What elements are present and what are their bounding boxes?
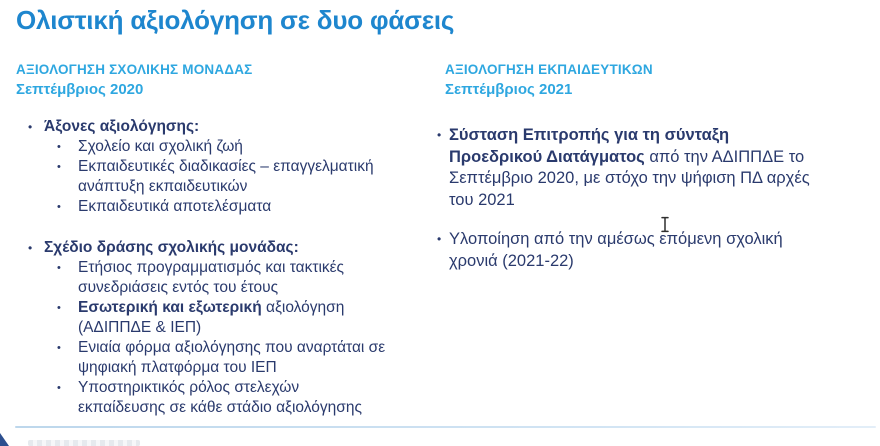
- sub-bullet: [16, 197, 412, 217]
- sub-bullet-text: Ετήσιος προγραμματισμός και τακτικές συνεδριάσεις εντός του έτους: [78, 259, 345, 296]
- left-section-date: Σεπτέμβριος 2020: [16, 81, 144, 98]
- bullet-lead-text: Άξονες αξιολόγησης:: [44, 118, 200, 135]
- sub-bullet-text: Εκπαιδευτικές διαδικασίες – επαγγελματική ανάπτυξη εκπαιδευτικών: [78, 158, 374, 195]
- bullet-icon: •: [57, 382, 61, 394]
- sub-bullet: [16, 338, 412, 378]
- bullet-icon: •: [57, 201, 61, 213]
- bullet-icon: •: [57, 302, 61, 314]
- sub-bullet-text: Ενιαία φόρμα αξιολόγησης που αναρτάται σε ψηφιακή πλατφόρμα του ΙΕΠ: [78, 339, 386, 376]
- sub-bullet-text: Υποστηρικτικός ρόλος στελεχών εκπαίδευσης σε κάθε στάδιο αξιολόγησης: [78, 379, 362, 416]
- bullet-icon: •: [57, 262, 61, 274]
- column-school-unit-evaluation: [16, 62, 412, 418]
- sub-bullet: [16, 378, 412, 418]
- bullet-item: [434, 229, 838, 272]
- left-group-axes: [16, 117, 412, 217]
- footer-divider: [15, 426, 876, 428]
- sub-bullet: [16, 258, 412, 298]
- bullet-icon: •: [437, 128, 442, 142]
- sub-bullet-text: Σχολείο και σχολική ζωή: [78, 138, 243, 155]
- footer-text-remnant: [28, 440, 140, 446]
- bullet-lead: [16, 238, 412, 258]
- sub-bullet-text: Εκπαιδευτικά αποτελέσματα: [78, 198, 272, 215]
- sub-bullet: [16, 298, 412, 338]
- column-teacher-evaluation: [434, 62, 838, 272]
- bullet-item: [434, 125, 838, 211]
- bullet-icon: •: [28, 120, 33, 134]
- bullet-text: Υλοποίηση από την αμέσως επόμενη σχολική χρονιά (2021-22): [449, 230, 783, 270]
- sub-bullet: [16, 137, 412, 157]
- bullet-icon: •: [57, 342, 61, 354]
- left-group-action-plan: [16, 238, 412, 418]
- right-section-date: Σεπτέμβριος 2021: [445, 81, 573, 98]
- right-section-heading: ΑΞΙΟΛΟΓΗΣΗ ΕΚΠΑΙΔΕΥΤΙΚΩΝ: [445, 62, 653, 77]
- left-section-heading: ΑΞΙΟΛΟΓΗΣΗ ΣΧΟΛΙΚΗΣ ΜΟΝΑΔΑΣ: [16, 62, 253, 77]
- bullet-icon: •: [437, 232, 442, 246]
- bullet-text: Σύσταση Επιτροπής για τη σύνταξη Προεδρικού Διατάγματος από την ΑΔΙΠΠΔΕ το Σεπτέμβριο 2020, με στόχο την ψήφιση ΠΔ αρχές του 2021: [449, 126, 810, 209]
- logo-fragment: [0, 433, 9, 446]
- bullet-lead-text: Σχέδιο δράσης σχολικής μονάδας:: [44, 239, 299, 256]
- bullet-icon: •: [57, 141, 61, 153]
- bullet-lead: [16, 117, 412, 137]
- bullet-icon: •: [57, 161, 61, 173]
- bullet-icon: •: [28, 241, 33, 255]
- text-cursor-icon: [660, 216, 670, 233]
- sub-bullet-text: Εσωτερική και εξωτερική αξιολόγηση (ΑΔΙΠΠΔΕ & ΙΕΠ): [78, 299, 345, 336]
- slide-title: Ολιστική αξιολόγηση σε δυο φάσεις: [16, 5, 455, 35]
- sub-bullet: [16, 157, 412, 197]
